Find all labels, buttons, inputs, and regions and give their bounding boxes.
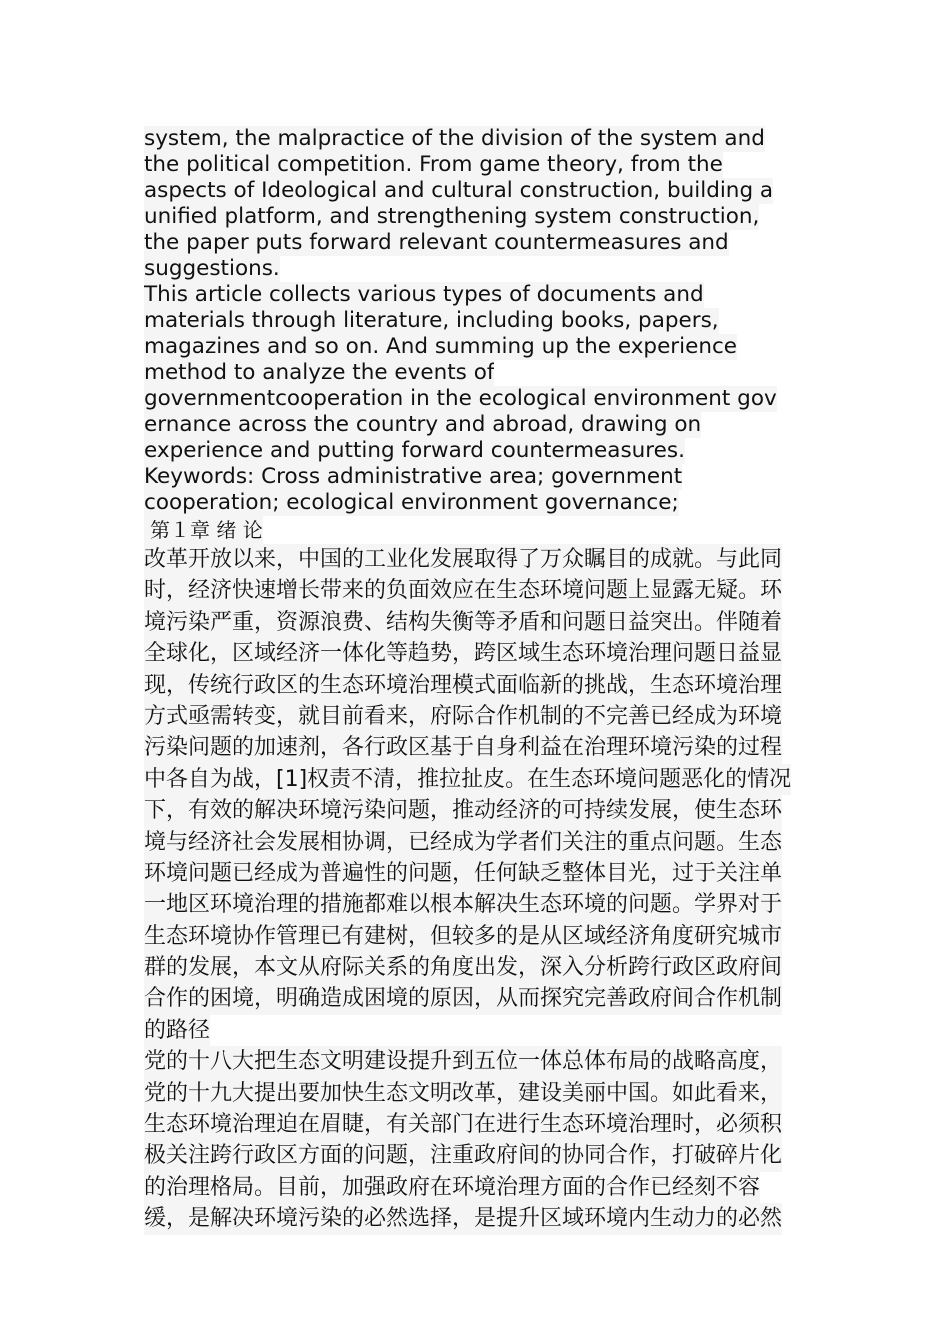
text-line: the paper puts forward relevant countermeasures and bbox=[144, 230, 729, 255]
text-line: 中各自为战，[1]权责不清，推拉扯皮。在生态环境问题恶化的情况 bbox=[144, 764, 791, 795]
text-line: 群的发展，本文从府际关系的角度出发，深入分析跨行政区政府间 bbox=[144, 952, 782, 983]
text-line: method to analyze the events of bbox=[144, 360, 495, 385]
text-line: the political competition. From game theory, from the bbox=[144, 152, 723, 177]
text-line: This article collects various types of documents and bbox=[144, 282, 704, 307]
text-line: ernance across the country and abroad, drawing on bbox=[144, 412, 702, 437]
text-line: 时，经济快速增长带来的负面效应在生态环境问题上显露无疑。环 bbox=[144, 575, 782, 606]
body-paragraph-2 bbox=[144, 1046, 806, 1234]
text-line: unified platform, and strengthening system construction, bbox=[144, 204, 760, 229]
text-line: 合作的困境，明确造成困境的原因，从而探究完善政府间合作机制 bbox=[144, 983, 782, 1014]
text-line: Keywords: Cross administrative area; government bbox=[144, 464, 683, 489]
keywords bbox=[144, 464, 806, 516]
abstract-paragraph-2 bbox=[144, 282, 806, 464]
text-line: 改革开放以来，中国的工业化发展取得了万众瞩目的成就。与此同 bbox=[144, 544, 782, 575]
text-line: suggestions. bbox=[144, 256, 280, 281]
chapter-heading: 第１章 绪 论 bbox=[144, 516, 263, 544]
text-line: 生态环境协作管理已有建树，但较多的是从区域经济角度研究城市 bbox=[144, 921, 782, 952]
text-line: 境污染严重，资源浪费、结构失衡等矛盾和问题日益突出。伴随着 bbox=[144, 607, 782, 638]
text-line: materials through literature, including books, papers, bbox=[144, 308, 719, 333]
text-line: 现，传统行政区的生态环境治理模式面临新的挑战，生态环境治理 bbox=[144, 670, 782, 701]
text-line: 下，有效的解决环境污染问题，推动经济的可持续发展，使生态环 bbox=[144, 795, 782, 826]
text-line: 境与经济社会发展相协调，已经成为学者们关注的重点问题。生态 bbox=[144, 827, 782, 858]
text-line: 的治理格局。目前，加强政府在环境治理方面的合作已经刻不容 bbox=[144, 1172, 760, 1203]
text-line: 全球化，区域经济一体化等趋势，跨区域生态环境治理问题日益显 bbox=[144, 638, 782, 669]
text-line: experience and putting forward countermeasures. bbox=[144, 438, 685, 463]
text-line: 缓，是解决环境污染的必然选择，是提升区域环境内生动力的必然 bbox=[144, 1203, 782, 1234]
text-line: governmentcooperation in the ecological environment gov bbox=[144, 386, 777, 411]
text-line: 的路径 bbox=[144, 1015, 210, 1046]
text-line: 生态环境治理迫在眉睫，有关部门在进行生态环境治理时，必须积 bbox=[144, 1109, 782, 1140]
body-paragraph-1 bbox=[144, 544, 806, 1046]
text-line: cooperation; ecological environment governance; bbox=[144, 490, 679, 515]
abstract-paragraph-1 bbox=[144, 126, 806, 282]
text-line: 党的十八大把生态文明建设提升到五位一体总体布局的战略高度， bbox=[144, 1046, 782, 1077]
text-line: aspects of Ideological and cultural construction, building a bbox=[144, 178, 774, 203]
text-line: magazines and so on. And summing up the experience bbox=[144, 334, 738, 359]
document-page bbox=[144, 126, 806, 1235]
text-line: 极关注跨行政区方面的问题，注重政府间的协同合作，打破碎片化 bbox=[144, 1140, 782, 1171]
text-line: 环境问题已经成为普遍性的问题，任何缺乏整体目光，过于关注单 bbox=[144, 858, 782, 889]
text-line: 党的十九大提出要加快生态文明改革，建设美丽中国。如此看来， bbox=[144, 1078, 782, 1109]
text-line: 方式亟需转变，就目前看来，府际合作机制的不完善已经成为环境 bbox=[144, 701, 782, 732]
text-line: system, the malpractice of the division of the system and bbox=[144, 126, 765, 151]
text-line: 一地区环境治理的措施都难以根本解决生态环境的问题。学界对于 bbox=[144, 889, 782, 920]
text-line: 污染问题的加速剂，各行政区基于自身利益在治理环境污染的过程 bbox=[144, 732, 782, 763]
